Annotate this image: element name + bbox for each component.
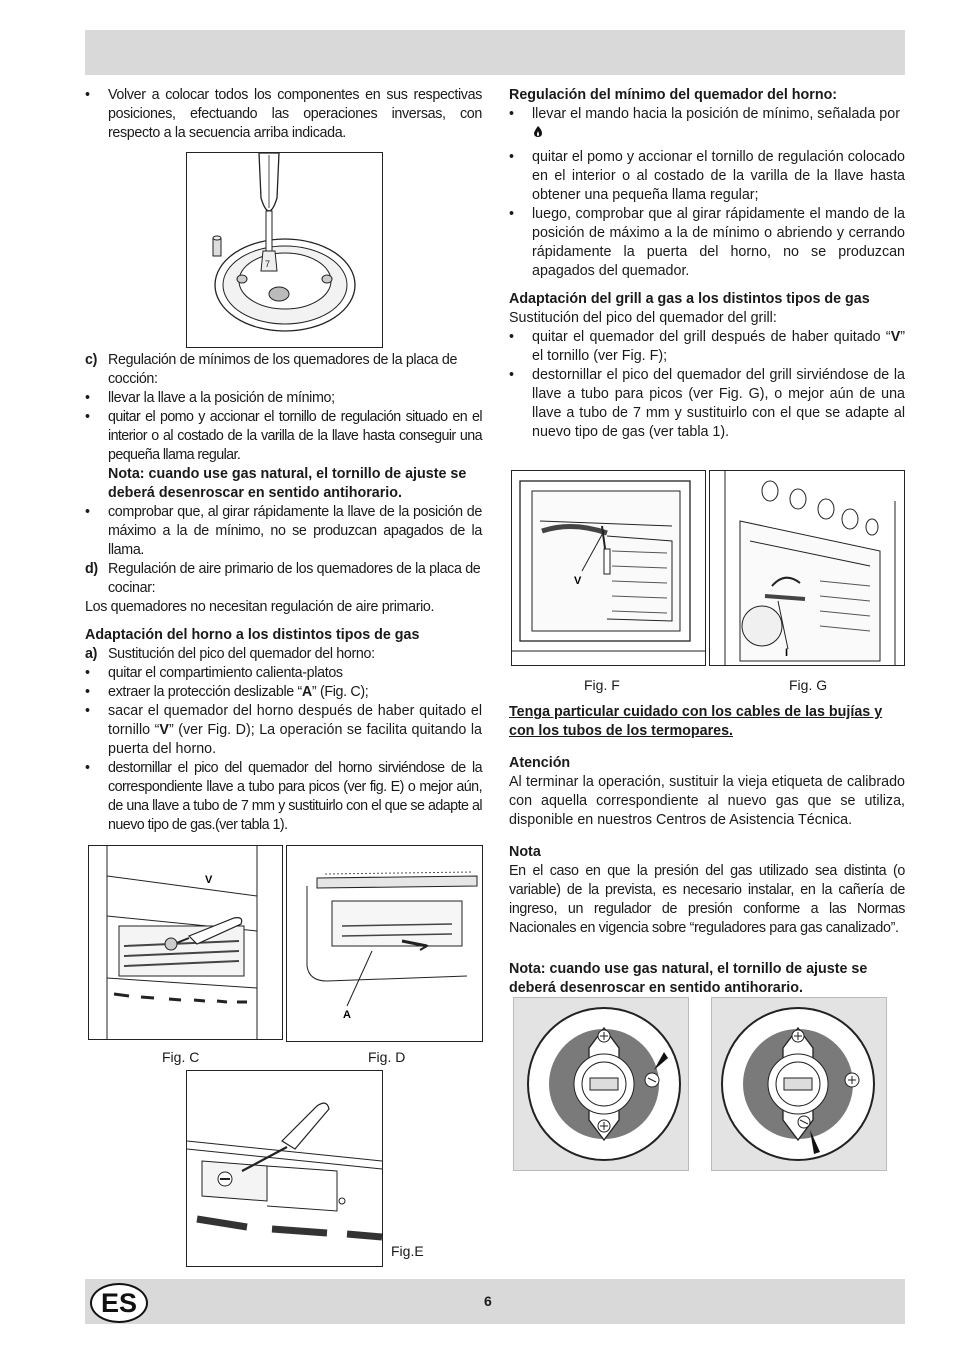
header-bar [85,30,905,75]
page-number: 6 [484,1293,492,1309]
section-c [85,351,482,389]
warning-text: Tenga particular cuidado con los cables de las bujías y con los tubos de los termopares. [509,704,883,739]
figure-valve-left [513,997,689,1171]
fig-g-i-label: I [785,647,789,659]
a-b3-pre: sacar el quemador del horno después de haber quitado el tornillo “ [108,703,482,738]
a-b3-bold: V [159,722,169,738]
min-b1-text: llevar el mando hacia la posición de mínimo, señalada por [532,106,900,122]
figure-e [186,1070,383,1267]
fig-d-caption: Fig. D [368,1049,406,1065]
section-d [85,560,482,598]
fig-e-caption: Fig.E [391,1243,424,1259]
section-c-text: Regulación de mínimos de los quemadores de la placa de cocción: [108,352,458,387]
figure-g [709,470,905,666]
section-a [85,645,482,664]
grill-b1-post: ” el tornillo (ver Fig. F); [532,329,905,364]
section-a-text: Sustitución del pico del quemador del horno: [108,646,375,662]
section-c-bullet-1: • llevar la llave a la posición de mínimo; [85,389,482,408]
fig-c-v-label: V [205,874,213,886]
a-b2-post: ” (Fig. C); [311,684,369,700]
svg-text:7: 7 [265,259,271,269]
section-c-mark: c) [85,352,98,368]
nota-heading: Nota [509,844,541,860]
left-column-lower [85,351,482,835]
min-bullet-3: • luego, comprobar que al girar rápidamente el mando de la posición de máximo a la de mínimo o abriendo y cerrando rápidamente la puerta del horno, no se produzcan apagados del quemador. [509,205,905,281]
min-heading: Regulación del mínimo del quemador del horno: [509,87,838,103]
section-a-bullet-4: • destornillar el pico del quemador del horno sirviéndose de la correspondiente llave a tubo para picos (ver fig. E) o mejor aún, de una llave a tubo de 7 mm y sustituirlo con el que se adapte al nuevo tipo de gas.(ver tabla 1). [85,759,482,835]
grill-heading: Adaptación del grill a gas a los distintos tipos de gas [509,291,870,307]
atencion-heading: Atención [509,755,571,771]
right-column-lower [509,703,905,998]
fig-f-caption: Fig. F [584,677,620,693]
section-a-mark: a) [85,646,98,662]
figure-burner-screwdriver [186,152,383,348]
grill-b1-pre: quitar el quemador del grill después de haber quitado “ [532,329,891,345]
fig-c-caption: Fig. C [162,1049,200,1065]
oven-heading: Adaptación del horno a los distintos tipos de gas [85,627,420,643]
section-d-text: Regulación de aire primario de los quemadores de la placa de cocinar: [108,561,481,596]
section-c-bullet-3: • comprobar que, al girar rápidamente la llave de la posición de máximo a la de mínimo, no se produzcan apagados de la llama. [85,503,482,560]
language-badge: ES [90,1283,148,1323]
flame-min-icon [532,125,544,138]
right-column [509,86,905,442]
atencion-text: Al terminar la operación, sustituir la vieja etiqueta de calibrado con aquella correspondiente al nuevo gas que se utiliza, disponible en nuestros Centros de Asistencia Técnica. [509,774,905,828]
nota-text: En el caso en que la presión del gas utilizado sea distinta (o variable) de la prevista, es necesario instalar, en la cañería de ingreso, un regulador de presión conforme a las Normas Nacionales en vigencia sobre “reguladores para gas canalizado”. [509,863,905,936]
section-d-mark: d) [85,561,98,577]
fig-g-caption: Fig. G [789,677,828,693]
final-note: Nota: cuando use gas natural, el tornillo de ajuste se deberá desenroscar en sentido antihorario. [509,961,868,996]
grill-bullet-1 [509,328,905,366]
section-a-bullet-1: • quitar el compartimiento calienta-platos [85,664,482,683]
section-a-bullet-2 [85,683,482,702]
valve-knob-icon [712,998,886,1170]
screwdriver-icon [242,1103,329,1171]
min-bullet-1 [509,105,905,143]
arrow-icon [419,944,427,950]
section-a-bullet-3 [85,702,482,759]
figure-d [286,845,483,1042]
valve-knob-icon [514,998,688,1170]
grill-b1-bold: V [890,329,901,345]
fig-f-v-label: V [574,575,582,587]
section-c-bullet-2: • quitar el pomo y accionar el tornillo de regulación situado en el interior o al costado de la varilla de la llave hasta conseguir una pequeña llama regular. [85,408,482,465]
grill-sub: Sustitución del pico del quemador del grill: [509,310,777,326]
section-c-note: Nota: cuando use gas natural, el tornillo de ajuste se deberá desenroscar en sentido antihorario. [108,466,467,501]
min-bullet-2: • quitar el pomo y accionar el tornillo de regulación colocado en el interior o al costado de la varilla de la llave hasta obtener una pequeña llama regular; [509,148,905,205]
section-d-sub: Los quemadores no necesitan regulación de aire primario. [85,599,435,615]
left-column [85,86,482,143]
a-b2-pre: extraer la protección deslizable “ [108,684,302,700]
bullet-restore: • Volver a colocar todos los componentes en sus respectivas posiciones, efectuando las operaciones inversas, con respecto a la secuencia arriba indicada. [85,86,482,143]
figure-valve-right [711,997,887,1171]
a-b3-post: ” (ver Fig. D); La operación se facilita quitando la puerta del horno. [108,722,483,757]
grill-bullet-2: • destornillar el pico del quemador del grill sirviéndose de la llave a tubo para picos (ver Fig. G), o mejor aún de una llave a tubo de 7 mm y sustituirlo con el que se adapte al nuevo tipo de gas (ver tabla 1). [509,366,905,442]
fig-d-a-label: A [343,1009,351,1021]
figure-f [511,470,706,666]
footer-bar [85,1279,905,1324]
figure-c [88,845,283,1040]
a-b2-bold: A [301,684,312,700]
